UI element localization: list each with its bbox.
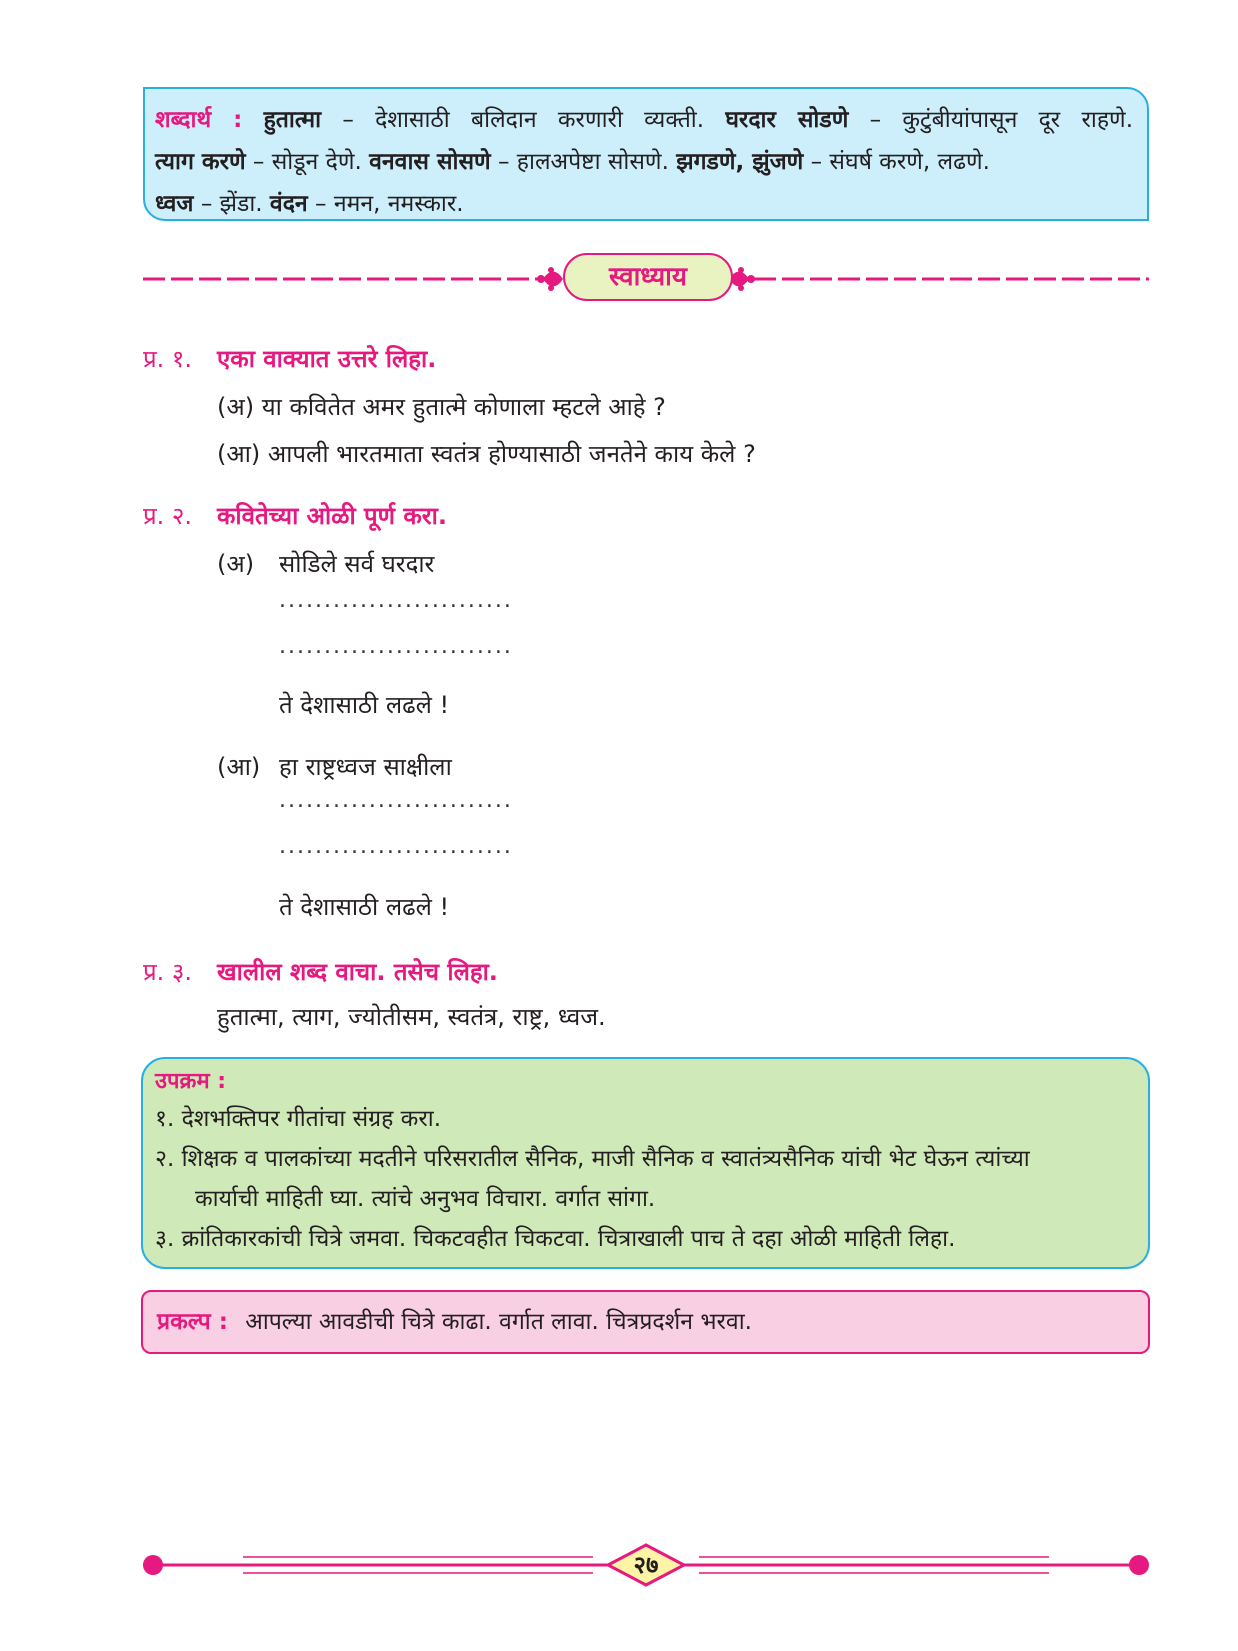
project-box <box>141 1290 1150 1354</box>
glossary-line-1: शब्दार्थ : हुतात्मा – देशासाठी बलिदान करणारी व्यक्ती. घरदार सोडणे – कुटुंबीयांपासून दूर राहणे. <box>155 107 1133 133</box>
page-number: २७ <box>633 1551 659 1579</box>
section-title: स्वाध्याय <box>609 262 687 292</box>
item-label: (आ) <box>217 753 261 781</box>
glossary-line-2: त्याग करणे – सोडून देणे. वनवास सोसणे – हालअपेष्टा सोसणे. झगडणे, झुंजणे – संघर्ष करणे, लढणे. <box>155 149 990 175</box>
glossary-meaning: संघर्ष करणे, लढणे. <box>829 149 990 175</box>
section-title-badge <box>563 253 733 301</box>
glossary-term: वंदन <box>269 191 308 217</box>
blank-line: .......................... <box>279 634 513 659</box>
glossary-meaning: देशासाठी बलिदान करणारी व्यक्ती. <box>375 107 705 133</box>
poem-line: सोडिले सर्व घरदार <box>279 550 435 578</box>
activity-title: उपक्रम : <box>155 1069 227 1094</box>
poem-closing-line: ते देशासाठी लढले ! <box>279 893 450 921</box>
glossary-term: झगडणे, झुंजणे <box>676 149 804 175</box>
question-1-item-b: (आ) आपली भारतमाता स्वतंत्र होण्यासाठी जनतेने काय केले ? <box>217 440 756 468</box>
glossary-term: ध्वज <box>155 191 194 217</box>
question-3-words: हुतात्मा, त्याग, ज्योतीसम, स्वतंत्र, राष्ट्र, ध्वज. <box>217 1003 606 1031</box>
glossary-term: त्याग करणे <box>155 149 246 175</box>
blank-line: .......................... <box>279 788 513 813</box>
question-3-heading <box>143 955 498 988</box>
question-1-item-a: (अ) या कवितेत अमर हुतात्मे कोणाला म्हटले आहे ? <box>217 393 666 421</box>
question-number: प्र. ३. <box>143 958 193 986</box>
question-2-item-a <box>217 547 434 580</box>
activity-item: १. देशभक्तिपर गीतांचा संग्रह करा. <box>155 1106 442 1132</box>
glossary-term: हुतात्मा <box>263 107 322 133</box>
glossary-term: वनवास सोसणे <box>369 149 491 175</box>
glossary-meaning: सोडून देणे. <box>271 149 362 175</box>
project-text: आपल्या आवडीची चित्रे काढा. वर्गात लावा. चित्रप्रदर्शन भरवा. <box>245 1309 752 1335</box>
question-title: कवितेच्या ओळी पूर्ण करा. <box>217 502 447 530</box>
question-title: खालील शब्द वाचा. तसेच लिहा. <box>217 958 498 986</box>
poem-closing-line: ते देशासाठी लढले ! <box>279 691 450 719</box>
activity-item: कार्याची माहिती घ्या. त्यांचे अनुभव विचारा. वर्गात सांगा. <box>195 1186 656 1212</box>
glossary-term: घरदार सोडणे <box>725 107 849 133</box>
blank-line: .......................... <box>279 834 513 859</box>
question-number: प्र. २. <box>143 502 193 530</box>
question-2-item-b <box>217 750 452 783</box>
blank-line: .......................... <box>279 588 513 613</box>
activity-item: २. शिक्षक व पालकांच्या मदतीने परिसरातील सैनिक, माजी सैनिक व स्वातंत्र्यसैनिक यांची भेट घेऊन त्यांच्या <box>155 1146 1030 1172</box>
glossary-box <box>143 87 1149 221</box>
question-1-heading <box>143 342 436 375</box>
project-label: प्रकल्प : <box>157 1309 228 1335</box>
glossary-meaning: झेंडा. <box>219 191 263 217</box>
glossary-meaning: नमन, नमस्कार. <box>333 191 464 217</box>
question-2-heading <box>143 499 447 532</box>
activity-item: ३. क्रांतिकारकांची चित्रे जमवा. चिकटवहीत चिकटवा. चित्राखाली पाच ते दहा ओळी माहिती लिहा. <box>155 1226 956 1252</box>
item-label: (अ) <box>217 550 255 578</box>
glossary-meaning: कुटुंबीयांपासून दूर राहणे. <box>902 107 1133 133</box>
question-title: एका वाक्यात उत्तरे लिहा. <box>217 345 437 373</box>
activity-box <box>141 1057 1150 1269</box>
poem-line: हा राष्ट्रध्वज साक्षीला <box>279 753 452 781</box>
glossary-meaning: हालअपेष्टा सोसणे. <box>516 149 669 175</box>
glossary-line-3: ध्वज – झेंडा. वंदन – नमन, नमस्कार. <box>155 191 464 217</box>
glossary-label: शब्दार्थ : <box>155 107 243 133</box>
question-number: प्र. १. <box>143 345 193 373</box>
